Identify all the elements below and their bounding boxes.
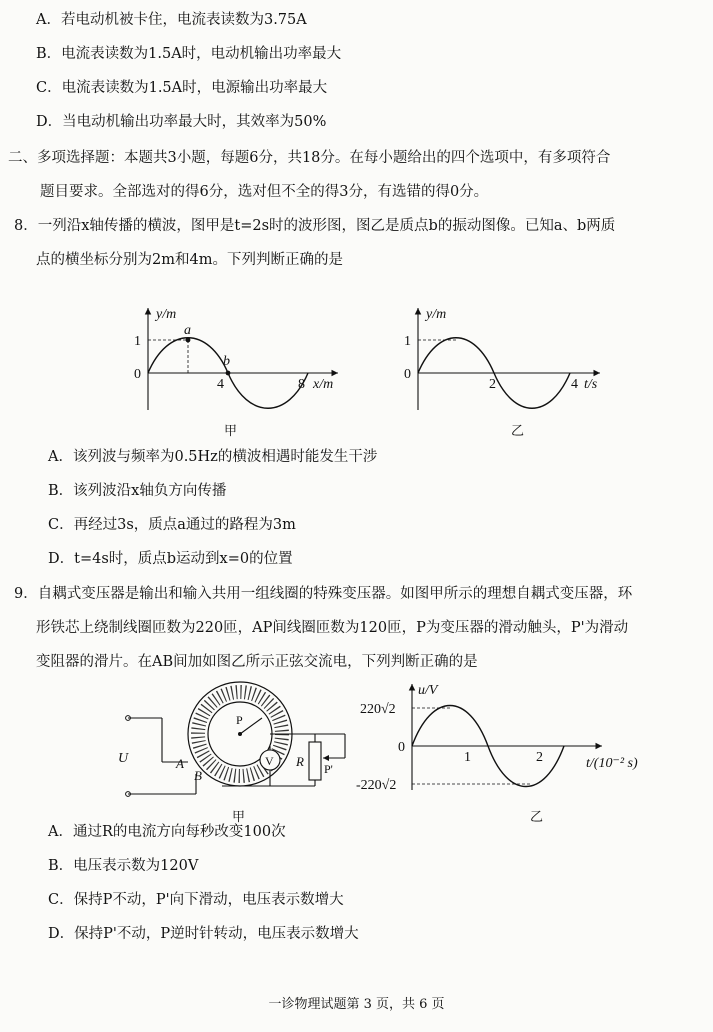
y-label: y/m [156,307,177,322]
label-p: P [236,713,243,727]
x-label: x/m [313,377,334,392]
label-a: a [184,323,191,338]
y-label: y/m [426,307,447,322]
q8-stem-cont: 点的横坐标分别为2m和4m。下列判断正确的是 [36,252,343,268]
page-footer: 一诊物理试题第 3 页，共 6 页 [268,997,445,1012]
tick-y-1: 1 [134,334,141,349]
q8-option-d: D．t=4s时，质点b运动到x=0的位置 [48,551,293,567]
q9-voltage-graph [356,680,660,796]
origin: 0 [398,740,405,755]
q8-option-b: B．该列波沿x轴负方向传播 [48,483,227,499]
label-u: U [118,751,129,766]
q9-option-b: B．电压表示数为120V [48,858,199,874]
q8-wave-graph [130,300,350,420]
point-a [186,338,191,343]
q7-option-d: D．当电动机输出功率最大时，其效率为50% [36,114,327,130]
tick-x-8: 8 [298,377,305,392]
tick-u-pos: 220√2 [360,702,396,717]
tick-t-2: 2 [489,377,496,392]
slider-p [240,718,262,734]
label-p-prime: P' [324,762,333,776]
q7-option-c: C．电流表读数为1.5A时，电源输出功率最大 [36,80,328,96]
tick-t-1: 1 [464,750,471,765]
tick-x-4: 4 [217,377,224,392]
t-label: t/s [584,377,598,392]
origin: 0 [404,367,411,382]
q8-vibration-graph [400,300,620,420]
q8-option-a: A．该列波与频率为0.5Hz的横波相遇时能发生干涉 [48,449,378,465]
label-r: R [296,754,304,769]
q8-caption-yi: 乙 [511,424,525,439]
q9-stem-cont: 形铁芯上绕制线圈匝数为220匝，AP间线圈匝数为120匝，P为变压器的滑动触头，P'为滑动 [36,620,629,636]
point-b [226,371,231,376]
q8-caption-jia: 甲 [224,424,238,439]
t-label: t/(10⁻² s) [586,756,638,771]
q9-caption-yi: 乙 [530,810,544,825]
rheostat [309,742,321,780]
q9-option-d: D．保持P'不动，P逆时针转动，电压表示数增大 [48,926,359,942]
q8-stem: 8．一列沿x轴传播的横波，图甲是t=2s时的波形图，图乙是质点b的振动图像。已知a、b两质 [14,218,616,234]
label-a: A [176,756,184,771]
section2-heading-cont: 题目要求。全部选对的得6分，选对但不全的得3分，有选错的得0分。 [40,184,489,200]
voltmeter-label: V [265,754,274,768]
label-b: B [194,768,202,783]
label-b: b [223,354,230,369]
tick-t-2: 2 [536,750,543,765]
tick-t-4: 4 [571,377,578,392]
section2-heading: 二、多项选择题：本题共3小题，每题6分，共18分。在每小题给出的四个选项中，有多项符合 [8,150,611,166]
origin: 0 [134,367,141,382]
q8-option-c: C．再经过3s，质点a通过的路程为3m [48,517,296,533]
q9-option-a: A．通过R的电流方向每秒改变100次 [48,824,286,840]
q7-option-b: B．电流表读数为1.5A时，电动机输出功率最大 [36,46,342,62]
q9-caption-jia: 甲 [232,810,246,825]
u-label: u/V [418,683,438,698]
q9-stem-cont2: 变阻器的滑片。在AB间加如图乙所示正弦交流电，下列判断正确的是 [36,654,478,670]
tick-u-neg: -220√2 [356,778,397,793]
q9-stem: 9．自耦式变压器是输出和输入共用一组线圈的特殊变压器。如图甲所示的理想自耦式变压器，环 [14,586,633,602]
q9-option-c: C．保持P不动，P'向下滑动，电压表示数增大 [48,892,344,908]
q7-option-a: A．若电动机被卡住，电流表读数为3.75A [36,12,307,28]
q9-circuit-diagram [110,676,360,804]
tick-y-1: 1 [404,334,411,349]
